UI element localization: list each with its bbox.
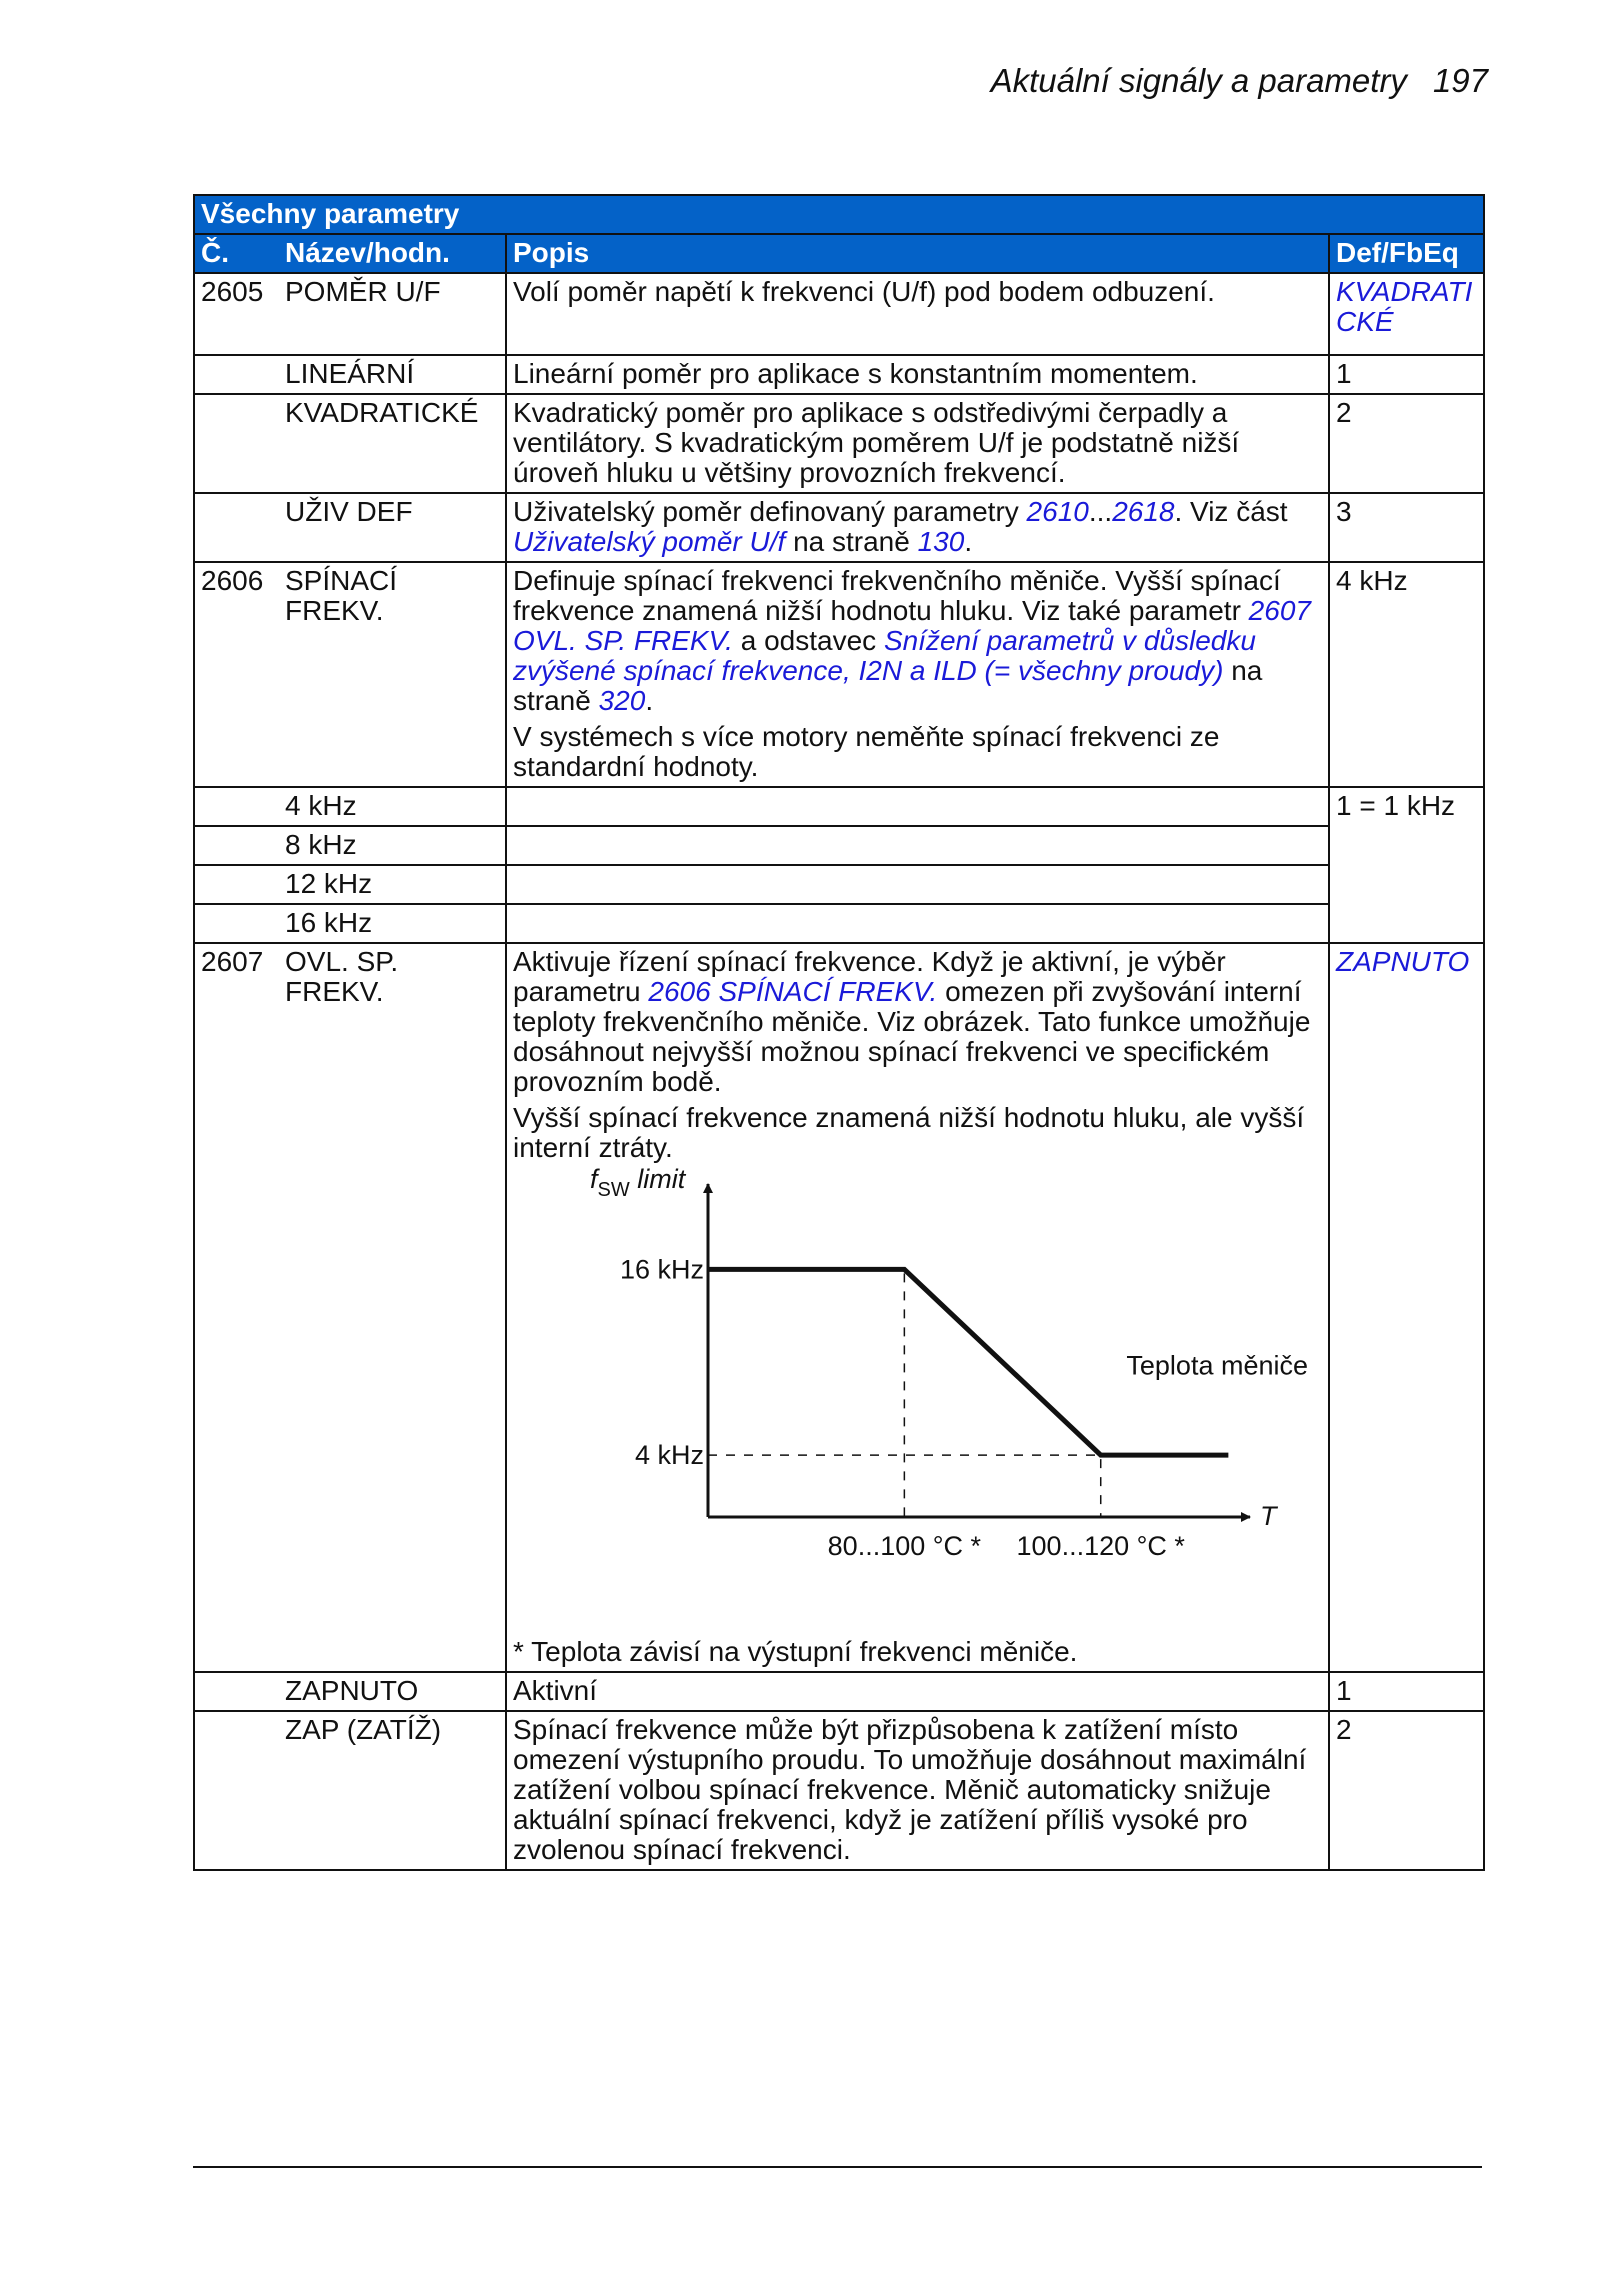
table-row bbox=[194, 904, 1484, 943]
link-user-ratio-section[interactable]: Uživatelský poměr U/f bbox=[513, 526, 786, 557]
x-tick-label: 100...120 °C * bbox=[1016, 1531, 1185, 1561]
table-row bbox=[194, 493, 1484, 562]
table-title-row bbox=[194, 195, 1484, 234]
header-def: Def/FbEq bbox=[1329, 234, 1484, 273]
option-value: 1 bbox=[1329, 355, 1484, 394]
option-desc: Aktivní bbox=[506, 1672, 1329, 1711]
table-row bbox=[194, 1711, 1484, 1870]
option-name: KVADRATICKÉ bbox=[285, 397, 479, 428]
footer-rule bbox=[193, 2166, 1482, 2168]
table-header-row bbox=[194, 234, 1484, 273]
option-value: 2 bbox=[1329, 1711, 1484, 1870]
param-number: 2606 bbox=[201, 565, 264, 596]
header-num: Č. bbox=[201, 237, 229, 268]
table-row bbox=[194, 943, 1484, 1672]
option-value: 1 bbox=[1329, 1672, 1484, 1711]
parameters-table bbox=[193, 194, 1485, 1871]
table-row bbox=[194, 787, 1484, 826]
param-desc-note: Vyšší spínací frekvence znamená nižší hodnotu hluku, ale vyšší interní ztráty. bbox=[513, 1102, 1305, 1163]
header-name: Název/hodn. bbox=[285, 237, 450, 268]
link-derating-section[interactable]: Snížení parametrů v důsledku zvýšené spínací frekvence, I2N a ILD (= všechny proudy) bbox=[513, 625, 1256, 686]
link-2607[interactable]: 2607 OVL. SP. FREKV. bbox=[513, 595, 1311, 656]
diagram-footnote: * Teplota závisí na výstupní frekvenci měniče. bbox=[513, 1636, 1078, 1667]
param-desc: Definuje spínací frekvenci frekvenčního měniče. Vyšší spínací frekvence znamená nižší hodnotu hluku. Viz také parametr 2607 OVL. SP. FREKV. a odstavec Snížení parametrů v důsledku zvýšené spínací frekvence, I2N a ILD (= všechny proudy) na straně 320. V systémech s více motory neměňte spínací frekvenci ze standardní hodnoty. bbox=[506, 562, 1329, 787]
option-desc: Spínací frekvence může být přizpůsobena k zatížení místo omezení výstupního proudu. To umožňuje dosáhnout maximální zatížení volbou spínací frekvence. Měnič automaticky snižuje aktuální spínací frekvenci, když je zatížení příliš vysoké pro zvolenou spínací frekvenci. bbox=[506, 1711, 1329, 1870]
option-name: LINEÁRNÍ bbox=[285, 358, 415, 389]
header-desc: Popis bbox=[506, 234, 1329, 273]
header-num-name bbox=[194, 234, 506, 273]
fsw-limit-chart bbox=[513, 1167, 1323, 1637]
option-value: 3 bbox=[1329, 493, 1484, 562]
param-desc: Aktivuje řízení spínací frekvence. Když je aktivní, je výběr parametru 2606 SPÍNACÍ FREKV. omezen při zvyšování interní teploty frekvenčního měniče. Viz obrázek. Tato funkce umožňuje dosáhnout nejvyšší možnou spínací frekvenci ve specifickém provozním bodě. Vyšší spínací frekvence znamená nižší hodnotu hluku, ale vyšší interní ztráty. 16 kHz 4 kHz 80...100 °C * 100...120 °C * $f_{SW}$ limit T Teplota měniče * Teplota závisí na výstupní frekvenci měniče. bbox=[506, 943, 1329, 1672]
param-desc: Volí poměr napětí k frekvenci (U/f) pod bodem odbuzení. bbox=[506, 273, 1329, 355]
param-default-link[interactable]: KVADRATICKÉ bbox=[1336, 276, 1473, 337]
option-name: ZAP (ZATÍŽ) bbox=[285, 1714, 442, 1745]
table-row bbox=[194, 355, 1484, 394]
running-head-title: Aktuální signály a parametry bbox=[990, 62, 1407, 99]
table-row bbox=[194, 1672, 1484, 1711]
table-row bbox=[194, 273, 1484, 355]
table-title: Všechny parametry bbox=[194, 195, 1484, 234]
chart-annotation: Teplota měniče bbox=[1126, 1350, 1308, 1381]
param-default-link[interactable]: ZAPNUTO bbox=[1336, 946, 1470, 977]
option-desc: Uživatelský poměr definovaný parametry 2610...2618. Viz část Uživatelský poměr U/f na straně 130. bbox=[506, 493, 1329, 562]
fsw-limit-diagram bbox=[513, 1167, 1322, 1637]
link-2606[interactable]: 2606 SPÍNACÍ FREKV. bbox=[648, 976, 938, 1007]
param-number: 2607 bbox=[201, 946, 264, 977]
table-row bbox=[194, 562, 1484, 787]
y-tick-label: 4 kHz bbox=[634, 1440, 704, 1471]
param-default: 4 kHz bbox=[1329, 562, 1484, 787]
x-tick-label: 80...100 °C * bbox=[827, 1531, 982, 1561]
param-name: POMĚR U/F bbox=[285, 276, 441, 307]
table-row bbox=[194, 826, 1484, 865]
option-scaling: 1 = 1 kHz bbox=[1329, 787, 1484, 943]
param-name: OVL. SP. FREKV. bbox=[285, 946, 399, 1007]
link-page-320[interactable]: 320 bbox=[598, 685, 646, 716]
option-name: ZAPNUTO bbox=[285, 1675, 419, 1706]
param-name: SPÍNACÍ FREKV. bbox=[285, 565, 398, 626]
option-name: 4 kHz bbox=[285, 790, 357, 821]
y-tick-label: 16 kHz bbox=[619, 1254, 704, 1285]
option-name: UŽIV DEF bbox=[285, 496, 413, 527]
x-axis-label: T bbox=[1260, 1501, 1277, 1531]
option-desc: Kvadratický poměr pro aplikace s odstředivými čerpadly a ventilátory. S kvadratickým poměrem U/f je podstatně nižší úroveň hluku u většiny provozních frekvencí. bbox=[506, 394, 1329, 493]
y-axis-label: $f_{SW}$ limit bbox=[590, 1167, 686, 1201]
param-desc-note: V systémech s více motory neměňte spínací frekvenci ze standardní hodnoty. bbox=[513, 721, 1220, 782]
running-head bbox=[991, 62, 1488, 100]
option-desc: Lineární poměr pro aplikace s konstantním momentem. bbox=[506, 355, 1329, 394]
option-name: 16 kHz bbox=[285, 907, 373, 938]
link-page-130[interactable]: 130 bbox=[917, 526, 965, 557]
page-number: 197 bbox=[1432, 62, 1488, 99]
option-name: 12 kHz bbox=[285, 868, 373, 899]
option-value: 2 bbox=[1329, 394, 1484, 493]
option-name: 8 kHz bbox=[285, 829, 357, 860]
link-2610[interactable]: 2610 bbox=[1026, 496, 1089, 527]
table-row bbox=[194, 394, 1484, 493]
link-2618[interactable]: 2618 bbox=[1112, 496, 1175, 527]
param-number: 2605 bbox=[201, 276, 264, 307]
table-row bbox=[194, 865, 1484, 904]
